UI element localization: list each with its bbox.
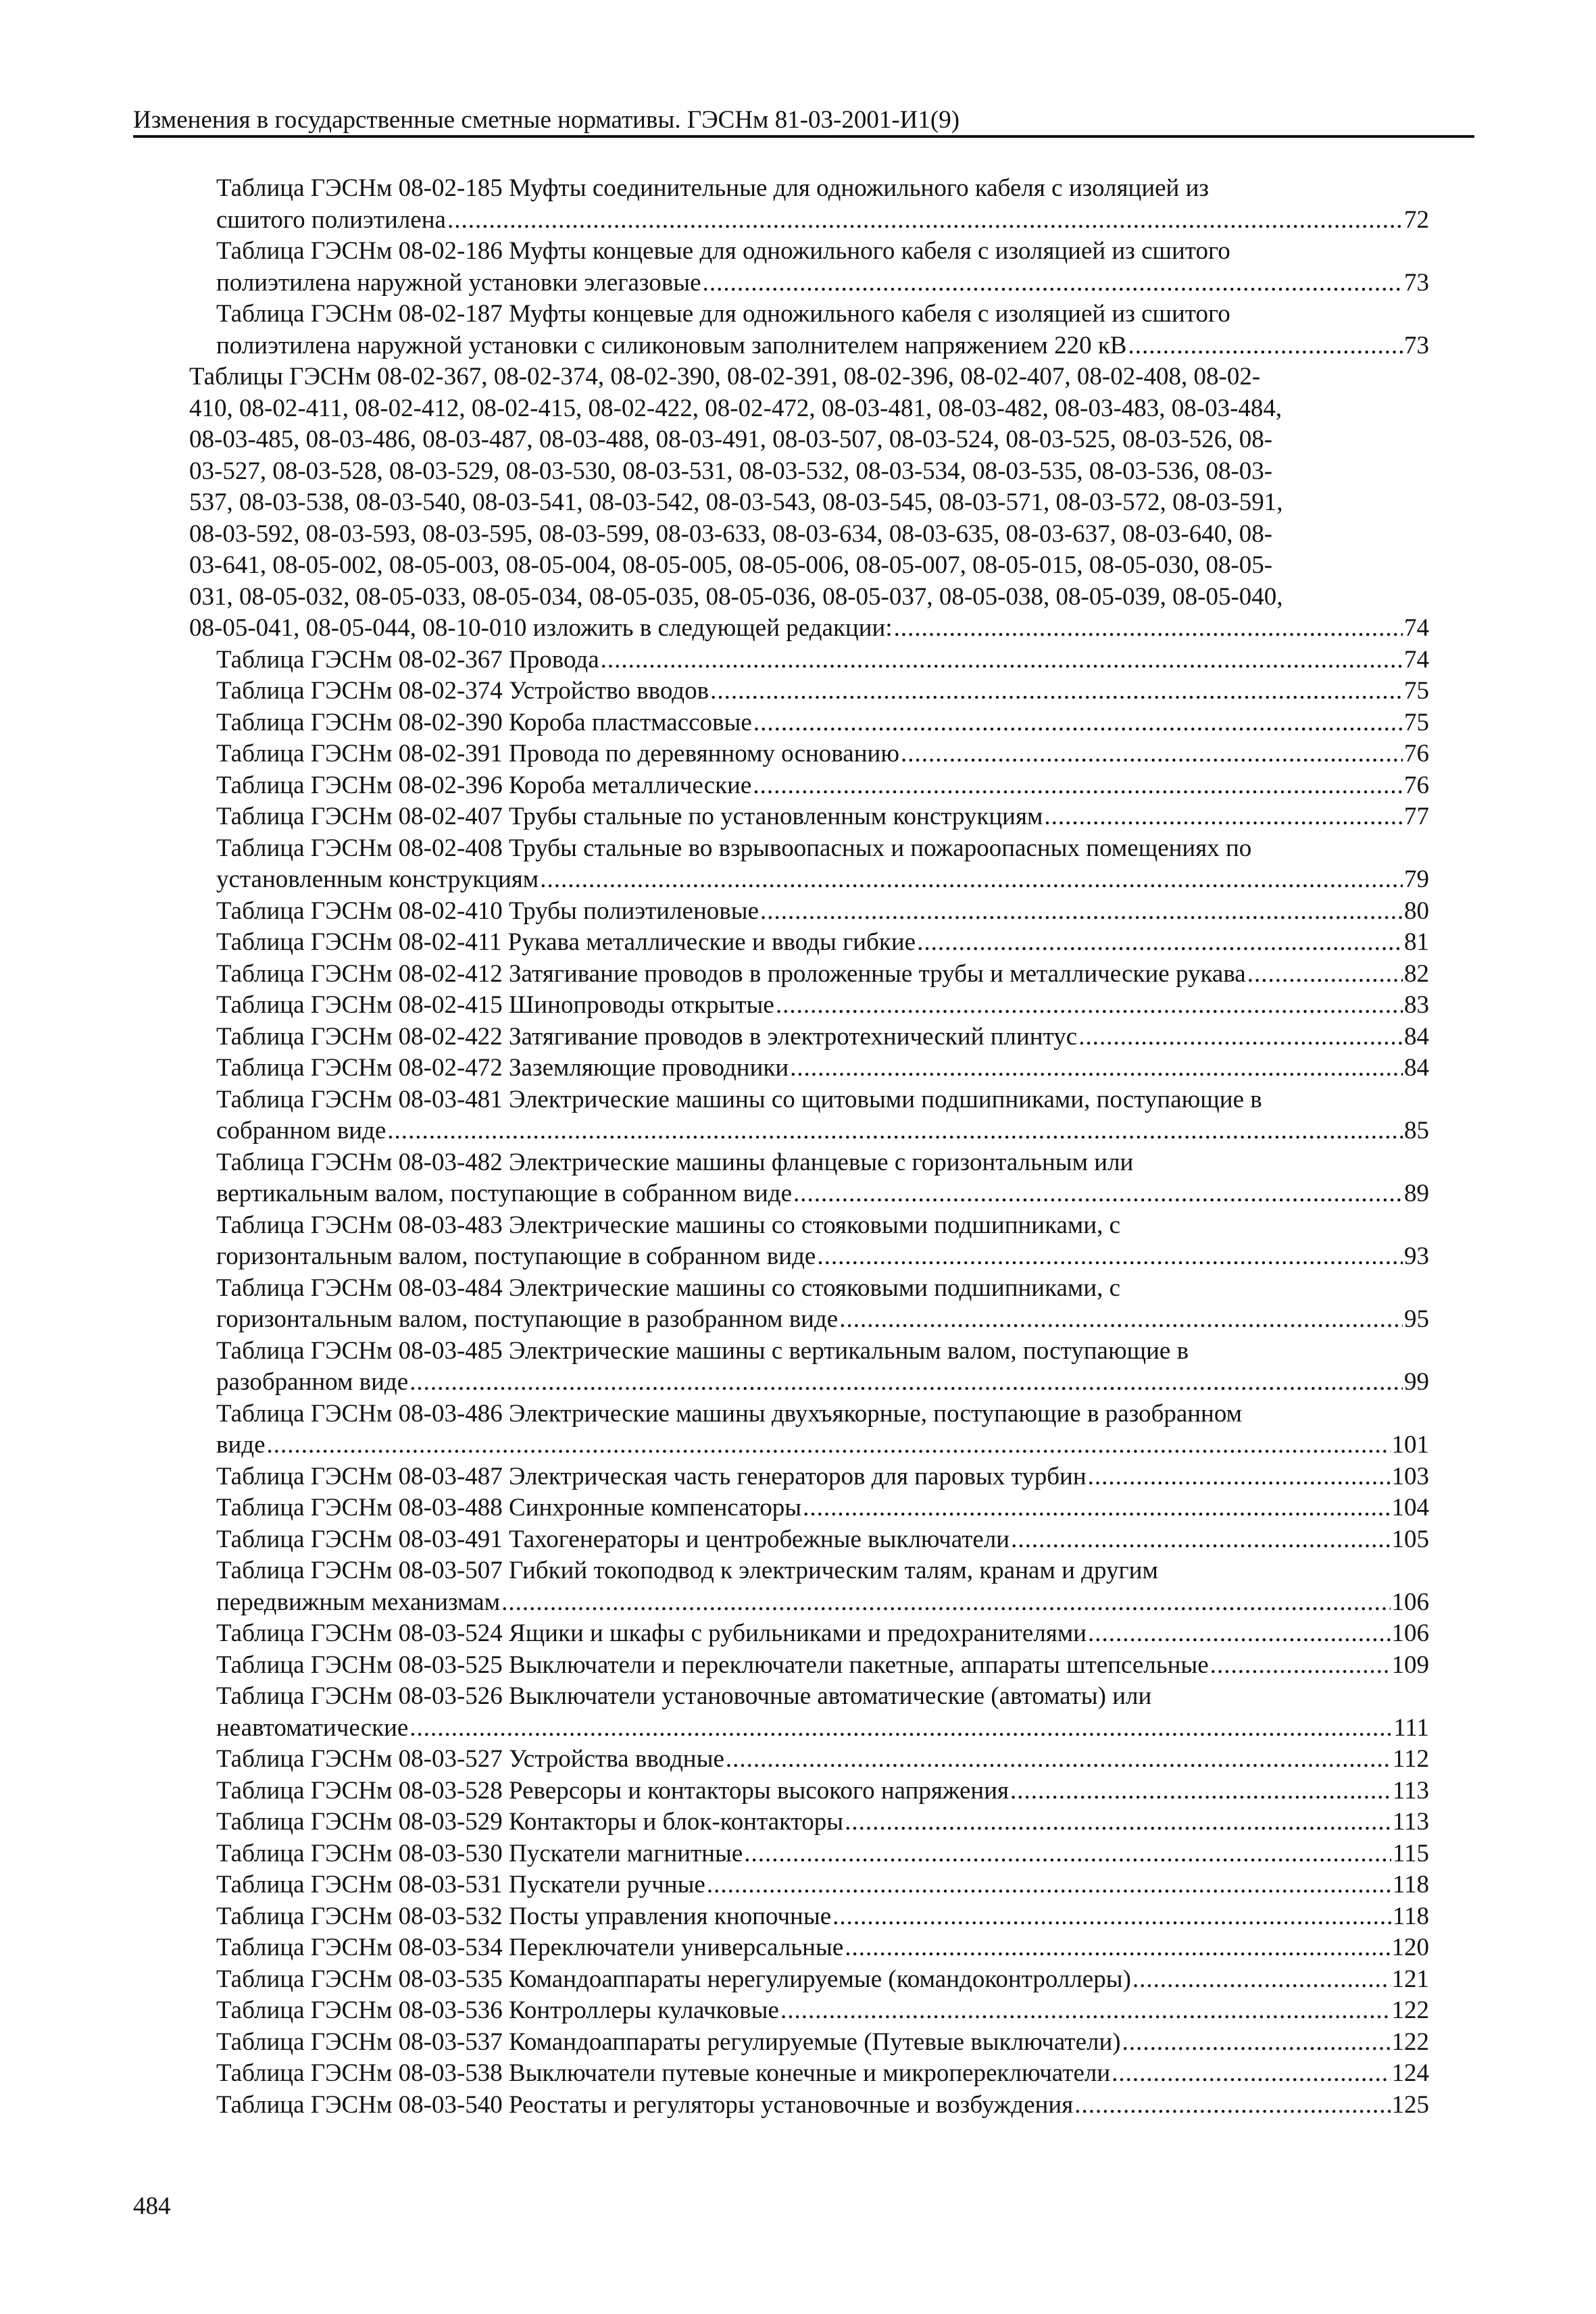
toc-entry-line (216, 1084, 1429, 1116)
toc-entry-line (216, 864, 1429, 896)
toc-entry-text: разобранном виде (216, 1368, 409, 1396)
toc-entry-text: 08-03-592, 08-03-593, 08-03-595, 08-03-599, 08-03-633, 08-03-634, 08-03-635, 08-03-637, 08-03-640, 08- (189, 520, 1273, 548)
toc-entry-text: 410, 08-02-411, 08-02-412, 08-02-415, 08-02-422, 08-02-472, 08-03-481, 08-03-482, 08-03-483, 08-03-484, (189, 394, 1282, 422)
toc-entry-line (216, 896, 1429, 928)
toc-entry-line (216, 1618, 1429, 1650)
dot-leader (447, 205, 1403, 236)
dot-leader (601, 645, 1403, 676)
dot-leader (760, 896, 1403, 928)
toc-page-number: 74 (1404, 614, 1429, 642)
toc-entry[interactable] (216, 801, 1429, 833)
toc-entry-text: Таблица ГЭСНм 08-02-391 Провода по деревянному основанию (216, 740, 899, 768)
toc-entry-line (216, 1807, 1429, 1838)
toc-entry-line (216, 268, 1429, 299)
toc-entry-text: Таблица ГЭСНм 08-02-410 Трубы полиэтиленовые (216, 897, 759, 925)
toc-entry[interactable] (216, 927, 1429, 959)
toc-entry-line (189, 456, 1429, 488)
dot-leader (845, 1807, 1391, 1838)
toc-entry-text: Таблица ГЭСНм 08-02-186 Муфты концевые для одножильного кабеля с изоляцией из сшитого (216, 237, 1230, 265)
toc-entry-line (189, 613, 1429, 645)
toc-entry-text: Таблица ГЭСНм 08-03-529 Контакторы и блок-контакторы (216, 1808, 844, 1836)
toc-entry[interactable] (216, 1964, 1429, 1996)
toc-entry[interactable] (216, 1555, 1429, 1618)
toc-entry[interactable] (216, 1776, 1429, 1807)
toc-entry-line (216, 927, 1429, 959)
running-header: Изменения в государственные сметные нормативы. ГЭСНм 81-03-2001-И1(9) (133, 106, 960, 134)
toc-page-number: 73 (1404, 331, 1429, 359)
toc-entry[interactable] (216, 2027, 1429, 2059)
dot-leader (1210, 1650, 1391, 1682)
toc-entry-line (216, 1964, 1429, 1996)
toc-entry-line (216, 1399, 1429, 1430)
toc-entry-text: 03-527, 08-03-528, 08-03-529, 08-03-530, 08-03-531, 08-03-532, 08-03-534, 08-03-535, 08-03-536, 08-03- (189, 457, 1273, 485)
toc-entry[interactable] (216, 1618, 1429, 1650)
toc-entry[interactable] (216, 896, 1429, 928)
toc-entry-text: Таблица ГЭСНм 08-03-481 Электрические машины со щитовыми подшипниками, поступающие в (216, 1085, 1262, 1113)
toc-page-number: 122 (1391, 2028, 1429, 2056)
toc-entry-text: Таблица ГЭСНм 08-03-535 Командоаппараты нерегулируемые (командоконтроллеры) (216, 1965, 1131, 1993)
toc-entry-line (216, 2027, 1429, 2059)
toc-entry-line (216, 1367, 1429, 1399)
toc-entry-text: неавтоматические (216, 1713, 409, 1742)
toc-page-number: 122 (1391, 1996, 1429, 2024)
toc-entry[interactable] (216, 1681, 1429, 1744)
toc-entry[interactable] (216, 1869, 1429, 1901)
toc-entry-text: Таблица ГЭСНм 08-03-536 Контроллеры кулачковые (216, 1996, 779, 2024)
toc-page-number: 84 (1404, 1054, 1429, 1082)
toc-page-number: 81 (1404, 928, 1429, 956)
toc-entry-line (216, 173, 1429, 205)
toc-entry[interactable] (216, 1524, 1429, 1556)
toc-entry[interactable] (216, 1744, 1429, 1776)
toc-entry-text: вертикальным валом, поступающие в собранном виде (216, 1180, 793, 1207)
toc-entry-text: Таблица ГЭСНм 08-02-396 Короба металлические (216, 771, 752, 799)
toc-page-number: 76 (1404, 740, 1429, 768)
toc-page-number: 95 (1404, 1305, 1429, 1333)
dot-leader (753, 707, 1403, 739)
toc-entry-text: Таблица ГЭСНм 08-03-491 Тахогенераторы и центробежные выключатели (216, 1525, 1010, 1553)
toc-entry-line (216, 1210, 1429, 1242)
toc-page-number: 89 (1404, 1180, 1429, 1207)
dot-leader (1132, 1964, 1391, 1996)
toc-entry-text: собранном виде (216, 1117, 386, 1145)
toc-entry-text: Таблица ГЭСНм 08-03-484 Электрические машины со стояковыми подшипниками, с (216, 1274, 1121, 1302)
toc-entry-line (216, 330, 1429, 362)
toc-entry-line (216, 2090, 1429, 2121)
dot-leader (710, 676, 1403, 707)
toc-entry-text: горизонтальным валом, поступающие в собранном виде (216, 1242, 816, 1270)
dot-leader (703, 268, 1403, 299)
toc-entry[interactable] (216, 1650, 1429, 1682)
toc-entry[interactable] (216, 1210, 1429, 1273)
toc-entry[interactable] (216, 959, 1429, 990)
dot-leader (387, 1115, 1403, 1147)
toc-page-number: 76 (1404, 771, 1429, 799)
toc-page-number: 113 (1392, 1776, 1429, 1805)
toc-entry-line (189, 582, 1429, 613)
dot-leader (1247, 959, 1403, 990)
toc-entry-line (189, 550, 1429, 582)
toc-entry-line (189, 361, 1429, 393)
toc-entry-line (189, 424, 1429, 456)
toc-entry-text: Таблица ГЭСНм 08-02-390 Короба пластмассовые (216, 708, 752, 736)
toc-entry-line (216, 1713, 1429, 1744)
toc-entry-line (216, 770, 1429, 802)
toc-entry[interactable] (216, 990, 1429, 1022)
toc-entry-text: Таблица ГЭСНм 08-02-185 Муфты соединительные для одножильного кабеля с изоляцией из (216, 174, 1210, 202)
toc-entry-text: Таблица ГЭСНм 08-03-528 Реверсоры и контакторы высокого напряжения (216, 1776, 1009, 1805)
toc-page-number: 75 (1404, 677, 1429, 705)
toc-entry-line (216, 1492, 1429, 1524)
dot-leader (817, 1241, 1403, 1273)
dot-leader (744, 1838, 1391, 1870)
toc-entry-line (216, 990, 1429, 1022)
dot-leader (1010, 1776, 1391, 1807)
toc-entry-text: горизонтальным валом, поступающие в разобранном виде (216, 1305, 839, 1333)
dot-leader (1044, 801, 1403, 833)
toc-entry-text: Таблица ГЭСНм 08-03-526 Выключатели установочные автоматические (автоматы) или (216, 1682, 1152, 1710)
toc-entry-text: Таблица ГЭСНм 08-03-538 Выключатели путевые конечные и микропереключатели (216, 2059, 1111, 2087)
toc-entry[interactable] (216, 770, 1429, 802)
dot-leader (1078, 1022, 1403, 1053)
page-number: 484 (133, 2192, 171, 2220)
toc-entry[interactable] (216, 1492, 1429, 1524)
toc-entry-line (216, 1147, 1429, 1179)
toc-entry[interactable] (216, 1022, 1429, 1053)
toc-entry-text: 08-05-041, 08-05-044, 08-10-010 изложить в следующей редакции: (189, 614, 893, 642)
dot-leader (707, 1869, 1391, 1901)
toc-entry-line (189, 519, 1429, 551)
toc-entry-text: 08-03-485, 08-03-486, 08-03-487, 08-03-488, 08-03-491, 08-03-507, 08-03-524, 08-03-525, 08-03-526, 08- (189, 426, 1273, 453)
toc-entry-line (216, 1524, 1429, 1556)
dot-leader (917, 927, 1403, 959)
toc-entry-text: 031, 08-05-032, 08-05-033, 08-05-034, 08-05-035, 08-05-036, 08-05-037, 08-05-038, 08-05-039, 08-05-040, (189, 582, 1283, 611)
toc-entry-text: Таблица ГЭСНм 08-03-532 Посты управления кнопочные (216, 1902, 832, 1930)
dot-leader (267, 1430, 1391, 1461)
toc-entry-line (216, 1744, 1429, 1776)
toc-entry[interactable] (216, 707, 1429, 739)
toc-entry-line (216, 645, 1429, 676)
toc-entry-text: Таблица ГЭСНм 08-03-483 Электрические машины со стояковыми подшипниками, с (216, 1211, 1121, 1239)
toc-page-number: 104 (1391, 1494, 1429, 1521)
toc-page-number: 125 (1391, 2090, 1429, 2119)
dot-leader (845, 1932, 1390, 1964)
toc-entry[interactable] (216, 645, 1429, 676)
toc-page-number: 121 (1391, 1965, 1429, 1993)
toc-entry-line (216, 801, 1429, 833)
dot-leader (839, 1304, 1403, 1336)
toc-page-number: 113 (1392, 1808, 1429, 1836)
toc-entry-text: Таблица ГЭСНм 08-03-507 Гибкий токоподвод к электрическим талям, кранам и другим (216, 1557, 1158, 1584)
dot-leader (776, 990, 1403, 1022)
toc-entry-text: Таблица ГЭСНм 08-03-487 Электрическая часть генераторов для паровых турбин (216, 1462, 1087, 1490)
toc-entry-text: Таблица ГЭСНм 08-02-408 Трубы стальные во взрывоопасных и пожароопасных помещениях по (216, 834, 1252, 862)
toc-page-number: 93 (1404, 1242, 1429, 1270)
toc-entry-text: Таблица ГЭСНм 08-03-482 Электрические машины фланцевые с горизонтальным или (216, 1148, 1134, 1176)
toc-page-number: 84 (1404, 1022, 1429, 1051)
toc-entry-text: Таблица ГЭСНм 08-03-488 Синхронные компенсаторы (216, 1494, 802, 1521)
toc-page-number: 120 (1391, 1934, 1429, 1961)
toc-entry-text: Таблица ГЭСНм 08-02-412 Затягивание проводов в проложенные трубы и металлические рукава (216, 959, 1246, 988)
toc-page-number: 82 (1404, 959, 1429, 988)
dot-leader (1088, 1618, 1390, 1650)
toc-entry-line (216, 1681, 1429, 1713)
toc-entry[interactable] (216, 299, 1429, 361)
toc-entry[interactable] (216, 1995, 1429, 2027)
toc-entry[interactable] (216, 738, 1429, 770)
toc-entry-line (216, 1241, 1429, 1273)
toc-entry-line (216, 1461, 1429, 1493)
toc-entry-text: Таблица ГЭСНм 08-02-407 Трубы стальные по установленным конструкциям (216, 803, 1043, 830)
toc-entry[interactable] (216, 1838, 1429, 1870)
toc-page-number: 106 (1391, 1619, 1429, 1647)
toc-entry-line (216, 707, 1429, 739)
toc-entry-line (216, 205, 1429, 236)
toc-entry[interactable] (216, 676, 1429, 707)
toc-entry-text: Таблица ГЭСНм 08-03-534 Переключатели универсальные (216, 1934, 844, 1961)
toc-page-number: 77 (1404, 803, 1429, 830)
toc-entry-text: Таблицы ГЭСНм 08-02-367, 08-02-374, 08-02-390, 08-02-391, 08-02-396, 08-02-407, 08-02-408, 08-02- (189, 363, 1261, 391)
toc-page-number: 109 (1391, 1651, 1429, 1679)
toc-entry-text: полиэтилена наружной установки с силиконовым заполнителем напряжением 220 кВ (216, 331, 1127, 359)
toc-entry-text: Таблица ГЭСНм 08-03-524 Ящики и шкафы с рубильниками и предохранителями (216, 1619, 1087, 1647)
toc-page-number: 72 (1404, 205, 1429, 234)
toc-entry-text: полиэтилена наружной установки элегазовые (216, 268, 701, 297)
toc-entry-text: Таблица ГЭСНм 08-03-540 Реостаты и регуляторы установочные и возбуждения (216, 2090, 1074, 2119)
toc-entry-text: передвижным механизмам (216, 1588, 501, 1616)
toc-entry[interactable] (216, 1932, 1429, 1964)
toc-entry-line (216, 1273, 1429, 1305)
dot-leader (501, 1587, 1390, 1619)
toc-entry-text: 537, 08-03-538, 08-03-540, 08-03-541, 08-03-542, 08-03-543, 08-03-545, 08-03-571, 08-03-572, 08-03-591, (189, 488, 1283, 516)
toc-entry-line (216, 1901, 1429, 1933)
toc-entry-line (189, 487, 1429, 519)
dot-leader (803, 1492, 1390, 1524)
toc-entry[interactable] (216, 833, 1429, 896)
toc-entry-text: сшитого полиэтилена (216, 205, 446, 234)
toc-page-number: 118 (1392, 1902, 1429, 1930)
dot-leader (894, 613, 1403, 645)
toc-page-number: 83 (1404, 991, 1429, 1019)
toc-entry-text: Таблица ГЭСНм 08-02-472 Заземляющие проводники (216, 1054, 789, 1082)
toc-entry-text: 03-641, 08-05-002, 08-05-003, 08-05-004, 08-05-005, 08-05-006, 08-05-007, 08-05-015, 08-05-030, 08-05- (189, 551, 1273, 579)
toc-entry-text: Таблица ГЭСНм 08-02-411 Рукава металлические и вводы гибкие (216, 928, 916, 956)
dot-leader (753, 770, 1403, 802)
toc-entry-text: Таблица ГЭСНм 08-03-525 Выключатели и переключатели пакетные, аппараты штепсельные (216, 1651, 1209, 1679)
dot-leader (409, 1367, 1403, 1399)
toc-entry-line (216, 1650, 1429, 1682)
toc-entry[interactable] (216, 1901, 1429, 1933)
toc-page-number: 124 (1391, 2059, 1429, 2087)
toc-entry[interactable] (216, 1336, 1429, 1399)
toc-page-number: 106 (1391, 1588, 1429, 1616)
toc-entry[interactable] (189, 361, 1429, 645)
toc-entry-line (216, 738, 1429, 770)
toc-page-number: 99 (1404, 1368, 1429, 1396)
header-divider (133, 135, 1474, 138)
toc-entry-line (216, 1336, 1429, 1367)
toc-page-number: 85 (1404, 1117, 1429, 1145)
toc-entry-line (216, 1932, 1429, 1964)
toc-entry[interactable] (216, 1399, 1429, 1461)
toc-entry-line (216, 299, 1429, 330)
toc-entry[interactable] (216, 1273, 1429, 1336)
toc-entry-line (216, 1178, 1429, 1210)
dot-leader (790, 1053, 1403, 1084)
toc-entry-text: виде (216, 1431, 266, 1459)
toc-page-number: 112 (1392, 1745, 1429, 1773)
toc-entry-line (216, 1995, 1429, 2027)
toc-page-number: 74 (1404, 645, 1429, 674)
toc-entry-text: Таблица ГЭСНм 08-03-530 Пускатели магнитные (216, 1839, 743, 1867)
toc-page-number: 115 (1392, 1839, 1429, 1867)
dot-leader (1112, 2058, 1390, 2090)
toc-entry-line (216, 1869, 1429, 1901)
toc-entry-line (216, 1430, 1429, 1461)
toc-entry-text: Таблица ГЭСНм 08-02-367 Провода (216, 645, 599, 674)
toc-entry-line (216, 833, 1429, 865)
toc-entry-text: Таблица ГЭСНм 08-03-486 Электрические машины двухъякорные, поступающие в разобранном (216, 1399, 1243, 1428)
toc-entry-text: Таблица ГЭСНм 08-02-374 Устройство вводов (216, 677, 709, 705)
toc-page-number: 101 (1391, 1431, 1429, 1459)
toc-entry-text: Таблица ГЭСНм 08-03-527 Устройства вводные (216, 1745, 724, 1773)
toc-entry-text: установленным конструкциям (216, 865, 539, 893)
dot-leader (1074, 2090, 1390, 2121)
toc-page-number: 111 (1393, 1713, 1429, 1742)
dot-leader (1088, 1461, 1391, 1493)
toc-entry-line (216, 1838, 1429, 1870)
toc-entry[interactable] (216, 1461, 1429, 1493)
toc-page-number: 118 (1392, 1871, 1429, 1898)
toc-page-number: 80 (1404, 897, 1429, 925)
toc-entry-text: Таблица ГЭСНм 08-03-537 Командоаппараты регулируемые (Путевые выключатели) (216, 2028, 1121, 2056)
dot-leader (409, 1713, 1392, 1744)
table-of-contents (189, 173, 1429, 2121)
toc-entry-text: Таблица ГЭСНм 08-03-485 Электрические машины с вертикальным валом, поступающие в (216, 1336, 1189, 1365)
toc-entry-text: Таблица ГЭСНм 08-02-187 Муфты концевые для одножильного кабеля с изоляцией из сшитого (216, 300, 1230, 328)
toc-page-number: 79 (1404, 865, 1429, 893)
toc-entry-line (216, 236, 1429, 268)
toc-entry[interactable] (216, 1053, 1429, 1084)
toc-entry[interactable] (216, 2090, 1429, 2121)
toc-entry[interactable] (216, 1807, 1429, 1838)
toc-entry-line (216, 1022, 1429, 1053)
dot-leader (726, 1744, 1391, 1776)
dot-leader (780, 1995, 1391, 2027)
toc-entry-line (216, 1587, 1429, 1619)
dot-leader (1011, 1524, 1390, 1556)
toc-entry-line (216, 1115, 1429, 1147)
toc-entry-line (216, 2058, 1429, 2090)
toc-entry-line (216, 1304, 1429, 1336)
toc-page-number: 73 (1404, 268, 1429, 297)
toc-entry-line (216, 1053, 1429, 1084)
toc-entry-text: Таблица ГЭСНм 08-03-531 Пускатели ручные (216, 1871, 705, 1898)
toc-page-number: 105 (1391, 1525, 1429, 1553)
toc-entry[interactable] (216, 2058, 1429, 2090)
dot-leader (1128, 330, 1403, 362)
dot-leader (793, 1178, 1403, 1210)
toc-page-number: 75 (1404, 708, 1429, 736)
dot-leader (901, 738, 1403, 770)
dot-leader (540, 864, 1403, 896)
dot-leader (832, 1901, 1391, 1933)
toc-entry[interactable] (216, 1084, 1429, 1147)
toc-entry-line (216, 1776, 1429, 1807)
toc-entry-line (216, 1555, 1429, 1587)
toc-page-number: 103 (1391, 1462, 1429, 1490)
toc-entry-text: Таблица ГЭСНм 08-02-422 Затягивание проводов в электротехнический плинтус (216, 1022, 1078, 1051)
toc-entry[interactable] (216, 173, 1429, 236)
toc-entry[interactable] (216, 236, 1429, 299)
toc-entry-line (216, 959, 1429, 990)
toc-entry[interactable] (216, 1147, 1429, 1210)
toc-entry-text: Таблица ГЭСНм 08-02-415 Шинопроводы открытые (216, 991, 774, 1019)
toc-entry-line (189, 393, 1429, 425)
toc-entry-line (216, 676, 1429, 707)
dot-leader (1122, 2027, 1391, 2059)
